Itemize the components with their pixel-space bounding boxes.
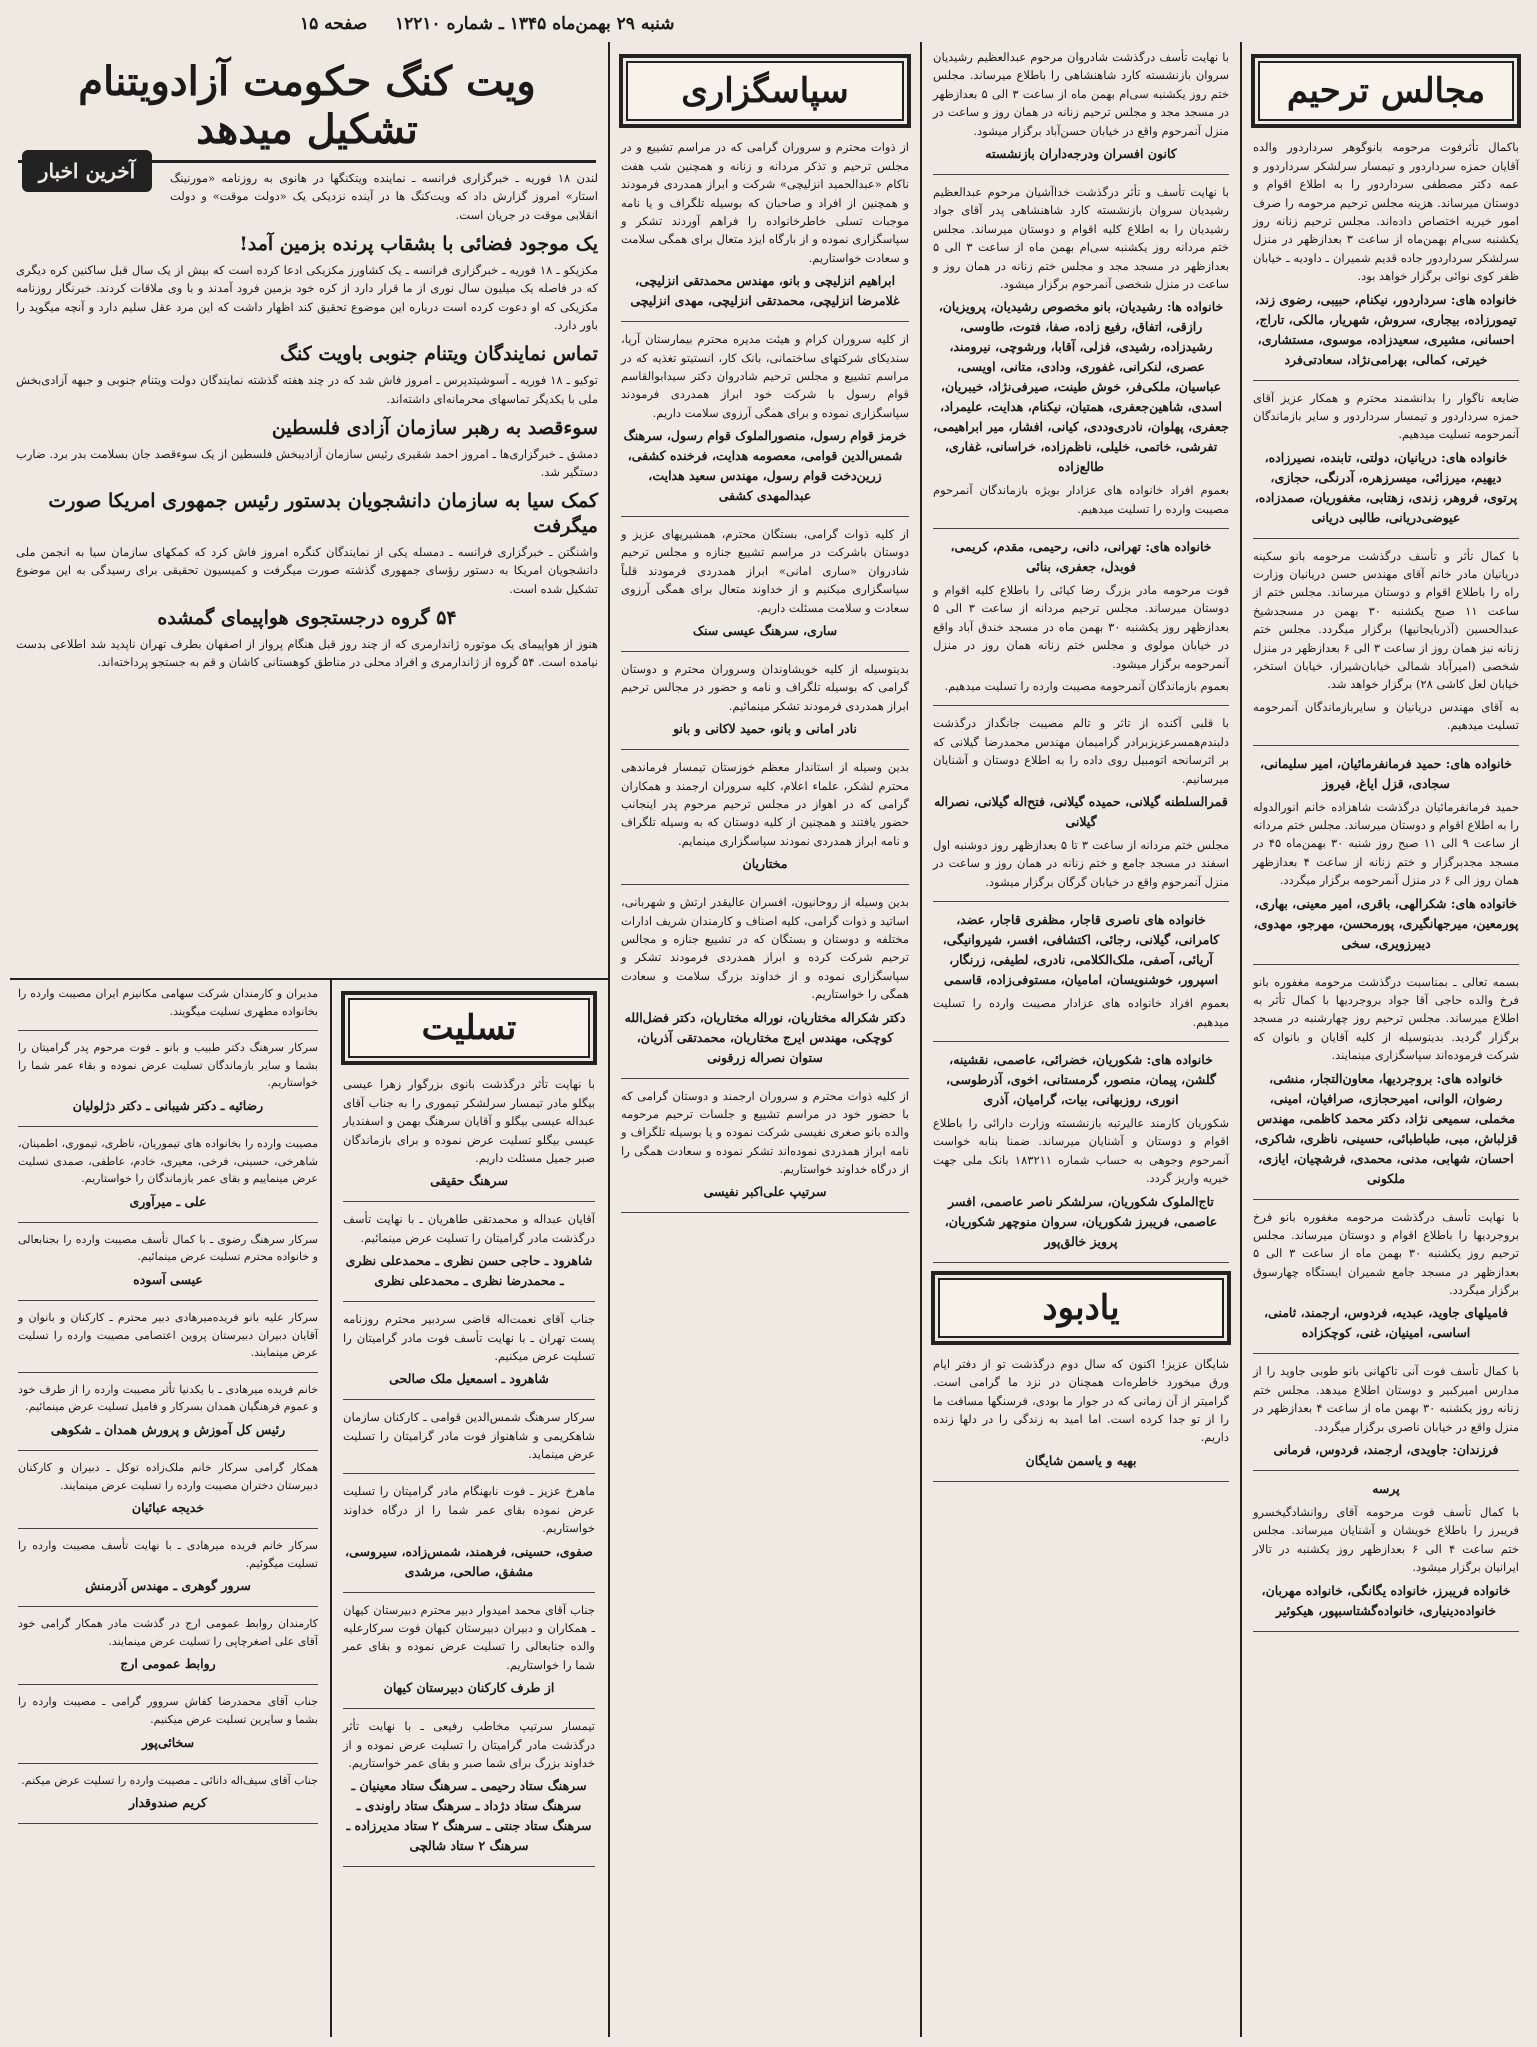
memorial-notice <box>1253 138 1519 380</box>
notice-text: حمید فرمانفرمائیان درگذشت شاهزاده خانم انورالدوله را به اطلاع اقوام و دوستان میرساند. مجلس ختم مردانه از ساعت ۹ الی ۱۱ صبح روز شنبه ۳۰ بهمن‌ماه ۴۵ در مسجد مجدبرگزار و ختم زنانه از ساعت ۴ بعدازظهر همان روز الی ۶ در منزل آنمرحومه برگزار میگردد. <box>1253 799 1520 888</box>
notice-text: با کمال تأسف فوت مرحومه آقای روانشادگیخسرو فریبرز را باطلاع خویشان و آشنایان میرساند. مجلس ختم ساعت ۴ الی ۶ بعدازظهر روز یکشنبه در تالار ایرانیان برگزار میشود. <box>1253 1505 1519 1575</box>
notice-signature: نادر امانی و بانو، حمید لاکانی و بانو <box>673 721 857 737</box>
notice-text: همکار گرامی سرکار خانم ملک‌زاده توکل ـ دبیران و کارکنان دبیرستان دختران مصیبت وارده را تسلیت عرض مینمایند. <box>18 1460 318 1492</box>
thanks-notice <box>621 330 909 517</box>
news-text: واشنگتن ـ خبرگزاری فرانسه ـ دمسله یکی از نمایندگان کنگره امروز فاش کرد که کمکهای سازمان سیا به انجمن ملی دانشجویان امریکا به دستور رؤسای جمهوری گذشته صورت میگرفت و کمیسیون تحقیقی برای رسیدگی به این موضوع تشکیل شده است. <box>16 544 598 596</box>
news-headline: کمک سیا به سازمان دانشجویان بدستور رئیس جمهوری امریکا صورت میگرفت <box>48 490 598 538</box>
memorial-notice <box>933 48 1229 175</box>
column-memorials <box>1245 48 1527 2033</box>
thanks-notice <box>621 525 909 652</box>
notice-text: با قلبی آکنده از تاثر و تالم مصیبت جانگداز درگذشت دلبندم‌همسرعزیزبرادر گرامیمان مهندس محمدرضا گیلانی که بر اثرسانحه اتومبیل روی داده را به اطلاع دوستان و آشنایان میرسانیم. <box>933 716 1229 786</box>
notice-signature: فرزندان: جاویدی، ارجمند، فردوس، فرمانی <box>1273 1442 1499 1458</box>
notice-text: بعموم افراد خانواده های عزادار مصیبت وارده را تسلیت میدهیم. <box>933 996 1229 1029</box>
column-thanks <box>613 48 917 2033</box>
notice-text: با نهایت تأسف درگذشت مرحومه مغفوره بانو فرخ بروجردیها را باطلاع اقوام و دوستان میرساند. مجلس ترحیم روز یکشنبه ۳۰ بهمن ماه از ساعت ۳ الی ۵ بعدازظهر در مسجد جامع شمیران ایستگاه چهارسوق برگزار میگردد. <box>1253 1209 1519 1298</box>
column-short-condolences <box>10 985 326 2033</box>
notice-signature: خانواده فریبرز، خانواده یگانگی، خانواده مهربان، خانواده‌دینیاری، خانواده‌گشتاسبپور، هیکوئیر <box>1261 1582 1511 1618</box>
notice-signature: تاج‌الملوک شکوریان، سرلشکر ناصر عاصمی، افسر عاصمی، فریبرز شکوریان، سروان منوچهر شکوریان، پرویز خالق‌پور <box>944 1193 1218 1249</box>
condolence-notice <box>18 1309 318 1373</box>
news-text: مکزیکو ـ ۱۸ فوریه ـ خبرگزاری فرانسه ـ یک کشاورز مکزیکی ادعا کرده است که بیش از یک سال قبل ساکنین کره دیگری که در فاصله یک میلیون سال نوری از ما قرار دارد از کره خود بزمین فرود آمدند و با وی ملاقات کردند. خبرنگار روزنامه مکزیکی که او دعوت کرده است درباره این موضوع تحقیق کند اظهار داشت که این مرد عقل سلیم دارد و آنچه میگوید را باور دارد. <box>16 262 598 333</box>
memorial-notice <box>933 183 1229 529</box>
notice-text: آقایان عبداله و محمدتقی طاهریان ـ با نهایت تأسف درگذشت مادر گرامیتان را تسلیت عرض مینمائیم. <box>343 1212 595 1245</box>
notice-signature: خانواده های: بروجردیها، معاون‌التجار، منشی، رضوان، الوانی، امیرحجازی، صرافیان، امینی، مخملی، سمیعی نژاد، دکتر محمد کاظمی، مهندس قزلباش، مبی، طباطبائی، حسینی، ناظری، شاکری، احسان، شهابی، مدنی، محمدی، فرشچیان، ایازی، ملکونی <box>1254 1070 1518 1186</box>
column-notices <box>925 48 1237 2033</box>
condolence-notice <box>18 1693 318 1763</box>
notice-signature: از طرف کارکنان دبیرستان کیهان <box>383 1680 555 1696</box>
condolence-notice <box>343 1601 595 1710</box>
memorial-notice <box>1253 389 1519 539</box>
notice-text: مجلس ختم مردانه از ساعت ۳ تا ۵ بعدازظهر روز دوشنبه اول اسفند در مسجد جامع و ختم زنانه در همان روز و ساعت در منزل آنمرحوم واقع در خیابان گرگان برگزار میشود. <box>933 837 1230 889</box>
column-condolences <box>335 985 603 2033</box>
memorial-notice <box>1253 754 1519 965</box>
notice-text: شایگان عزیز! اکنون که سال دوم درگذشت تو از دفتر ایام ورق میخورد خاطره‌ات همچنان در نزد ما گرامی است. گرامیتر از آن زمانی که در جوار ما بودی، فرسنگها مسافت ما را از تو جدا کرده است. اما امید به زندگی را در دلها زنده داریم. <box>933 1356 1229 1445</box>
condolence-notice <box>343 1075 595 1202</box>
notice-signature: خانواده های: حمید فرمانفرمائیان، امیر سلیمانی، سجادی، قزل ایاغ، فیروز <box>1260 755 1512 791</box>
notice-text: با کمال تأثر و تأسف درگذشت مرحومه بانو سکینه دریانیان مادر خانم آقای مهندس حسن دریانیان وزارت راه را باطلاع اقوام و دوستان میرساند. مجلس ختم از ساعت ۱۱ صبح یکشنبه ۳۰ بهمن در مسجدشیخ عبدالحسین (آذربایجانیها) برگزار میگردد. مجلس ختم زنانه نیز همان روز از ساعت ۳ الی ۶ بعدازظهر در منزل شخصی (امیرآباد شمالی خیابان‌شیراز، خیابان استخر، خیابان لعل کاشی ۲۸) برگزار خواهد شد. <box>1253 548 1519 692</box>
notice-signature: دکتر شکراله مختاریان، نوراله مختاریان، دکتر فضل‌الله کوچکی، مهندس ایرج مختاریان، محمدتقی آذریان، ستوان نصراله زرقونی <box>624 1009 906 1065</box>
notice-signature: صفوی، حسینی، فرهمند، شمس‌زاده، سیروسی، مشفق، صالحی، مرشدی <box>345 1543 593 1579</box>
notice-text: بدین وسیله از روحانیون، افسران عالیقدر ارتش و شهربانی، اساتید و ذوات گرامی، کلیه اصناف و کارمندان شریف ادارات مختلفه و دوستان و بستگان که در تشییع جنازه و مجالس ترحیم شرکت کرده و ابراز همدردی فرمودند تشکر و سپاسگزاری نموده و از خداوند بزرگ سلامت و سعادت همگی را خواستاریم. <box>621 895 909 1002</box>
column-divider <box>330 980 332 2037</box>
section-title-condolences: تسلیت <box>341 991 597 1065</box>
notice-text: بعموم بازماندگان آنمرحومه مصیبت وارده را تسلیت میدهیم. <box>944 679 1229 694</box>
memorial-notice <box>1253 1479 1519 1632</box>
news-text: لندن ۱۸ فوریه ـ خبرگزاری فرانسه ـ نماینده ویتکنگها در هانوی به روزنامه «مورنینگ استار» امروز گزارش داد که ویت‌کنگ ها در آینده نزدیکی یک «دولت موقت» و دولت انقلابی موقت در جریان است. <box>170 171 598 222</box>
notice-signature: سرهنگ ستاد رحیمی ـ سرهنگ ستاد معینیان ـ سرهنگ ستاد دژداد ـ سرهنگ ستاد راوندی ـ سرهنگ ستاد جنتی ـ سرهنگ ۲ ستاد مدیرزاده ـ سرهنگ ۲ ستاد شالچی <box>346 1778 592 1854</box>
notice-signature: شاهرود ـ حاجی حسن نظری ـ محمدعلی نظری ـ محمدرضا نظری ـ محمدعلی نظری <box>345 1253 593 1289</box>
column-divider <box>608 42 610 2037</box>
column-divider <box>920 42 922 2037</box>
news-headline: ۵۴ گروه درجستجوی هواپیمای گمشده <box>157 606 457 629</box>
notice-signature: ساری، سرهنگ عیسی سنک <box>692 623 838 639</box>
notice-signature: شاهرود ـ اسمعیل ملک صالحی <box>389 1371 549 1387</box>
notice-signature: بهیه و یاسمن شایگان <box>1025 1452 1137 1468</box>
memorial-notice <box>933 1050 1229 1263</box>
condolence-notice <box>343 1482 595 1592</box>
notice-signature: فامیلهای جاوید، عبدیه، فردوس، ارجمند، ثامنی، اساسی، امینیان، غنی، کوچکزاده <box>1264 1305 1508 1341</box>
memorial-notice <box>933 910 1229 1042</box>
notice-signature: خانواده ها: رشیدیان، بانو مخصوص رشیدیان، پرویزیان، رازقی، اتفاق، رفیع زاده، صفا، فتوت، طاوسی، رشیدزاده، رشیدی، فزلی، آقابا، ورشوچی، نیرومند، عصری، لنکرانی، غفوری، ودادی، متانی، اویسی، عباسیان، ملکی‌فر، خوش طینت، صیرفی‌نژاد، خیبریان، اسدی، شاهین‌جعفری، همتیان، نیکنام، هدایت، علیمراد، جعفری، پهلوان، نادری‌وددی، کیانی، افشار، میر ابراهیمی، تفرشی، خاتمی، خلیلی، ناظم‌زاده، خراسانی، غفاری، طالع‌زاده <box>933 299 1229 475</box>
notice-text: کارمندان روابط عمومی ارج در گذشت مادر همکار گرامی خود آقای علی اصغرچاپی را تسلیت عرض مینمایند. <box>18 1617 318 1648</box>
condolence-notice <box>18 1459 318 1529</box>
condolence-notice <box>18 1381 318 1451</box>
notice-text: بسمه تعالی ـ بمناسبت درگذشت مرحومه مغفوره بانو فرخ والده حاجی آقا جواد بروجردیها با کمال تأثر به اطلاع میرساند. مجلس ترحیم روز چهارشنبه در مسجد برگزار گردید. بدینوسیله از کلیه آقایان و بانوان که شرکت فرموده‌اند سپاسگزاری مینمایند. <box>1253 974 1519 1063</box>
notice-signature: خانواده های: شکرالهی، باقری، امیر معینی، بهاری، پورمعین، میرجهانگیری، پورمحسن، مهرجو، مهدوی، دیبرزویری، سخی <box>1253 895 1519 951</box>
notice-text: سرکار خانم فریده میرهادی ـ با نهایت تأسف مصیبت وارده را تسلیت میگوئیم. <box>18 1539 318 1570</box>
condolence-notice <box>343 1310 595 1400</box>
notice-text: جناب آقای سیف‌اله دانائی ـ مصیبت وارده را تسلیت عرض میکنم. <box>21 1773 318 1787</box>
news-headline: سوءقصد به رهبر سازمان آزادی فلسطین <box>271 416 598 439</box>
notice-text: جناب آقای محمدرضا کفاش سروور گرامی ـ مصیبت وارده را بشما و سایرین تسلیت عرض میکنیم. <box>18 1695 318 1727</box>
notice-text: با نهایت تأثر درگذشت بانوی بزرگوار زهرا عیسی بیگلو مادر تیمسار سرلشکر تیموری را به جناب آقای عبداله عیسی بیگلو و آقایان سرهنگ بهمن و اسفندیار عیسی بیگلو تسلیت عرض نموده و برای بازماندگان صبر جمیل مسئلت داریم. <box>343 1077 595 1165</box>
notice-signature: خانواده های: شکوریان، خضرائی، عاصمی، نقشینه، گلشن، پیمان، منصور، گرمستانی، اخوی، آذرطوسی، انوری، روزبهانی، بیات، گرامیان، آذری <box>946 1051 1216 1107</box>
section-divider <box>10 978 608 980</box>
memorial-notice <box>1253 973 1519 1200</box>
notice-text: مصیبت وارده را بخانواده های تیموریان، ناظری، تیموری، اطمینان، شاهرخی، حسینی، فرخی، معیری، خادم، عاطفی، صمدی تسلیت عرض مینماییم و بقای عمر بازماندگان را خواستاریم. <box>18 1136 318 1186</box>
news-headline: یک موجود فضائی با بشقاب پرنده بزمین آمد! <box>239 233 598 256</box>
notice-heading: پرسه <box>1372 1481 1400 1497</box>
masthead <box>0 12 1537 38</box>
notice-text: سرکار علیه بانو فریده‌میرهادی دبیر محترم ـ کارکنان و بانوان و آقایان دبیران دبیرستان پروین اعتصامی مصیبت وارده را تسلیت عرض مینمایند. <box>18 1310 318 1360</box>
thanks-notice <box>621 138 909 322</box>
notice-text: خانم فریده میرهادی ـ با یکدنیا تأثر مصیبت وارده را از طرف خود و عموم فرهنگیان همدان بسرکار و فامیل تسلیت عرض مینمائیم. <box>18 1382 318 1414</box>
notice-signature: کریم صندوقدار <box>128 1795 208 1811</box>
notice-signature: خانواده های: تهرانی، دانی، رحیمی، مقدم، کریمی، فوبدل، جعفری، بنائی <box>950 539 1212 575</box>
main-headline: ویت کنگ حکومت آزادویتنام تشکیل میدهد <box>18 58 596 163</box>
latest-news-badge: آخرین اخبار <box>22 150 152 192</box>
notice-signature: سرهنگ حقیقی <box>430 1173 508 1189</box>
notice-text: با کمال تأسف فوت آنی تاکهانی بانو طوبی جاوید را از مدارس امیرکبیر و دوستان اطلاع میدهد. مجلس ختم زنانه روز یکشنبه ۳۰ بهمن ماه از ساعت ۴ بعدازظهر در منزل واقع در خیابان ناصری برگزار میگردد. <box>1253 1364 1519 1434</box>
notice-signature: سخائی‌پور <box>141 1734 195 1750</box>
condolence-notice <box>18 1039 318 1127</box>
notice-text: ماهرخ عزیز ـ فوت نابهنگام مادر گرامیتان را تسلیت عرض نموده بقای عمر شما را از درگاه خداوند خواستاریم. <box>343 1484 595 1536</box>
column-divider <box>1240 42 1242 2037</box>
notice-text: جناب آقای محمد امیدوار دبیر محترم دبیرستان کیهان ـ همکاران و دبیران دبیرستان کیهان فوت سرکارعلیه والده جنابعالی را تسلیت عرض نموده و بقای عمر شما را خواستاریم. <box>343 1602 595 1672</box>
notice-signature: خانواده های: دریانیان، دولتی، تابنده، نصیرزاده، دیهیم، میرزائی، میسرزهره، آدرنگی، حجازی، پرتوی، فروهر، زندی، زهتابی، مغفوریان، صمدزاده، عیوضی‌دریانی، طالبی دریانی <box>1254 449 1518 525</box>
condolence-notice <box>18 1537 318 1607</box>
notice-signature: خرمز قوام رسول، منصورالملوک قوام رسول، سرهنگ شمس‌الدین قوامی، معصومه هدایت، فرخنده کشفی، زرین‌دخت قوام رسول، مهندس سعید هدایت، عبدالمهدی کشفی <box>623 428 907 504</box>
notice-signature: کانون افسران ودرجه‌داران بازنشسته <box>985 145 1177 161</box>
news-text: دمشق ـ خبرگزاری‌ها ـ امروز احمد شقیری رئیس سازمان آزادیبخش فلسطین از یک سوءقصد جان بسلامت بدر برد. ضارب دستگیر شد. <box>16 446 598 479</box>
notice-signature: سرتیپ علی‌اکبر نفیسی <box>703 1184 827 1200</box>
notice-text: باکمال تأثرفوت مرحومه بانوگوهر سرداردور والده آقایان حمزه سرداردور و تیمسار سرلشکر سرداردور و عمه دکتر مصطفی سرداردور را به اطلاع اقوام و دوستان میرساند. هزینه مجلس ترحیم مرحومه را صرف امور خیریه اختصاص داده‌اند. مجلس ترحیم زنانه روز یکشنبه سی‌ام بهمن‌ماه از ساعت ۳ بعدازظهر در منزل سرلشکر سرداردور جاده قدیم شمیران ـ داودیه ـ خیابان ظفر کوی نوائی برگزار خواهد بود. <box>1253 140 1519 284</box>
notice-text: با نهایت تأسف درگذشت شادروان مرحوم عبدالعظیم رشیدیان سروان بازنشسته کارد شاهنشاهی را باطلاع میرساند. مجلس ختم روز یکشنبه سی‌ام بهمن ماه از ساعت ۳ الی ۵ بعدازظهر در مسجد مجد و مجلس ترحیم زنانه در همان روز و ساعت در منزل آنمرحوم واقع در خیابان حسن‌آباد برگزار میشود. <box>933 50 1229 138</box>
notice-signature: علی ـ میرآوری <box>129 1193 207 1209</box>
condolence-notice <box>18 1231 318 1301</box>
thanks-notice <box>621 660 909 750</box>
notice-text: سرکار سرهنگ رضوی ـ با کمال تأسف مصیبت وارده را بجنابعالی و خانواده محترم تسلیت عرض مینمائیم. <box>18 1232 318 1264</box>
memorial-notice <box>1253 1362 1519 1471</box>
news-text: توکیو ـ ۱۸ فوریه ـ آسوشیتدپرس ـ امروز فاش شد که در چند هفته گذشته نمایندگان دولت ویتنام جنوبی و جبهه آزادی‌بخش ملی با یکدیگر تماسهای محرمانه‌ای داشته‌اند. <box>16 373 598 406</box>
notice-text: بعموم افراد خانواده های عزادار بویژه بازماندگان آنمرحوم مصیبت وارده را تسلیت میدهیم. <box>933 483 1229 516</box>
news-headline: تماس نمایندگان ویتنام جنوبی باویت کنگ <box>279 343 598 366</box>
notice-signature: مختاریان <box>742 856 788 872</box>
notice-text: به آقای مهندس دریانیان و سایربازماندگان آنمرحومه تسلیت میدهیم. <box>1253 699 1519 733</box>
condolence-notice <box>18 1135 318 1223</box>
notice-signature: رضائیه ـ دکتر شیبانی ـ دکتر دژلولیان <box>72 1097 264 1113</box>
notice-text: ضایعه ناگوار را بدانشمند محترم و همکار عزیز آقای حمزه سرداردور و تیمسار سرداردور و سایر بازماندگان آنمرحومه تسلیت میدهیم. <box>1253 390 1519 442</box>
notice-signature: ابراهیم انزلیچی و بانو، مهندس محمدتقی انزلیچی، غلامرضا انزلیچی، محمدتقی انزلیچی، مهدی انزلیچی <box>630 273 900 309</box>
notice-text: بدین وسیله از استاندار معظم خوزستان تیمسار فرماندهی محترم لشکر، علماء اعلام، کلیه سروران ارجمند و همکاران گرامی که در اهواز در مجلس ترحیم مرحوم پدر اینجانب حضور یافتند و همچنین از کلیه دوستان که به وسیله تلگراف و نامه ابراز همدردی نمودند سپاسگزاری مینمایم. <box>621 760 909 848</box>
notice-text: از کلیه ذوات گرامی، بستگان محترم، همشیریهای عزیز و دوستان باشرکت در مراسم تشییع جنازه و مجلس ترحیم شادروان «ساری امانی» ابراز همدردی فرمودند قلباً سپاسگزاری میکنیم و از خداوند متعال برای همگی آرزوی سعادت و سلامت مسئلت داریم. <box>621 527 909 615</box>
notice-signature: رئیس کل آموزش و پرورش همدان ـ شکوهی <box>50 1421 286 1437</box>
notice-text: جناب آقای نعمت‌اله قاضی سردبیر محترم روزنامه پست تهران ـ با نهایت تأسف فوت مادر گرامیتان را تسلیت عرض میکنیم. <box>343 1312 595 1363</box>
condolence-notice <box>18 985 318 1031</box>
condolence-notice <box>343 1717 595 1867</box>
condolence-notice <box>18 1772 318 1825</box>
section-title-thanks: سپاسگزاری <box>619 54 911 128</box>
notice-text: سرکار سرهنگ شمس‌الدین قوامی ـ کارکنان سازمان شاهکریمی و شاهنواز فوت مادر گرامیتان را تسلیت عرض مینماید. <box>343 1410 595 1462</box>
remembrance-notice <box>933 1355 1229 1482</box>
notice-signature: خدیجه عبائیان <box>131 1500 205 1516</box>
notice-text: فوت مرحومه مادر بزرگ رضا کیائی را باطلاع کلیه اقوام و دوستان میرساند. مجلس ترحیم مردانه از ساعت ۳ الی ۵ بعدازظهر روز یکشنبه ۳۰ بهمن ماه در مسجد خندق آباد واقع در خیابان مولوی و مجلس ختم زنانه همان روز در منزل آنمرحومه برگزار میشود. <box>933 583 1229 671</box>
notice-signature: سرور گوهری ـ مهندس آذرمنش <box>85 1578 251 1594</box>
notice-text: از ذوات محترم و سروران گرامی که در مراسم تشییع و در مجلس ترحیم و تذکر مردانه و زنانه و همچنین شب هفت ناکام «عبدالحمید انزلیچی» شرکت و ابراز همدردی فرمودند و همچنین از افراد و صاحبان که بوسیله تلگراف و یا نامه موجبات تسلی خاطرخانواده را فراهم آوردند تشکر و سپاسگزاری نموده و از بارگاه ایزد متعال برای همگی سلامت و سعادت خواستاریم. <box>621 140 909 265</box>
notice-signature: عیسی آسوده <box>133 1271 203 1287</box>
thanks-notice <box>621 758 909 885</box>
notice-text: تیمسار سرتیپ مخاطب رفیعی ـ با نهایت تأثر درگذشت مادر گرامیتان را تسلیت عرض نموده و از خداوند بزرگ برای شما صبر و بقای عمر خواستاریم. <box>343 1719 595 1770</box>
notice-signature: خانواده های: سرداردور، نیکنام، حبیبی، رضوی زند، تیمورزاده، بیجاری، سروش، شهریار، مالکی، تاراج، احسانی، مشیری، سعیدزاده، موسوی، مستشاری، خیرتی، کمالی، بهرامی‌نژاد، سعادتی‌فرد <box>1254 291 1518 367</box>
notice-text: از کلیه ذوات محترم و سروران ارجمند و دوستان گرامی که با حضور خود در مراسم تشییع و جلسات ترحیم مرحومه والده بانو صغری نفیسی شرکت نموده و یا بوسیله تلگراف و نامه ابراز همدردی نموده‌اند تشکر نموده و سعادت همگی را از درگاه خداوند خواستاریم. <box>621 1088 909 1177</box>
notice-signature: قمرالسلطنه گیلانی، حمیده گیلانی، فتح‌اله گیلانی، نصراله گیلانی <box>934 793 1228 829</box>
notice-text: بدینوسیله از کلیه خویشاوندان وسروران محترم و دوستان گرامی که بوسیله تلگراف و نامه و حضور در مجالس ترحیم ابراز همدردی فرمودند تشکر مینمائیم. <box>621 662 909 713</box>
condolence-notice <box>18 1615 318 1685</box>
condolence-notice <box>343 1210 595 1302</box>
notice-text: شکوریان کارمند عالیرتبه بازنشسته وزارت دارائی را باطلاع اقوام و دوستان و آشنایان میرساند. ضمنا بنابه خواست آنمرحوم وجوهی به حساب شماره ۱۸۳۲۱۱ بانک ملی جهت خیریه واریز گردد. <box>933 1115 1229 1186</box>
thanks-notice <box>621 1087 909 1214</box>
notice-text: با نهایت تأسف و تأثر درگذشت خدا‌آشیان مرحوم عبدالعظیم رشیدیان سروان بازنشسته کارد شاهنشاهی پدر آقای جواد رشیدیان را به اطلاع کلیه اقوام و دوستان میرساند. مجلس ختم مردانه روز یکشنبه سی‌ام بهمن ماه از ساعت ۳ الی ۵ بعدازظهر در مسجد مجد و مجلس ختم زنانه در همان روز و ساعت در منزل شخصی آنمرحوم برگزار میشود. <box>933 184 1229 291</box>
notice-signature: روابط عمومی ارج <box>120 1656 216 1672</box>
memorial-notice <box>933 714 1229 902</box>
thanks-notice <box>621 893 909 1078</box>
memorial-notice <box>933 537 1229 706</box>
page-number: صفحه ۱۵ <box>300 14 368 34</box>
condolence-notice <box>343 1408 595 1474</box>
memorial-notice <box>1253 547 1519 746</box>
notice-text: مدیران و کارمندان شرکت سهامی مکانیزم ایران مصیبت وارده را بخانواده مطهری تسلیت میگویند. <box>18 987 318 1018</box>
memorial-notice <box>1253 1208 1519 1355</box>
section-title-memorials: مجالس ترحیم <box>1251 54 1521 128</box>
news-text: هنوز از هواپیمای یک موتوره ژاندارمری که از چند روز قبل هنگام پرواز از اصفهان بطرف تهران ناپدید شد اطلاعی بدست نیامده است. ۵۴ گروه از ژاندارمری و افراد محلی در مناطق کوهستانی کاشان و قم به جستجو پرداخته‌اند. <box>16 636 598 669</box>
notice-signature: خانواده های ناصری قاجار، مظفری قاجار، عضد، کامرانی، گیلانی، رجائی، اکتشافی، افسر، شیروانیگی، آریائی، آصفی، ملک‌الکلامی، نادری، لطیفی، زرنگار، اسپرور، خوشنویسان، امامیان، مستوفی‌زاده، قاسمی <box>942 912 1220 988</box>
issue-date: شنبه ۲۹ بهمن‌ماه ۱۳۴۵ ـ شماره ۱۲۲۱۰ <box>395 14 675 34</box>
notice-text: سرکار سرهنگ دکتر طبیب و بانو ـ فوت مرحوم پدر گرامیتان را بشما و سایر بازماندگان تسلیت عرض نموده و بقاء عمر شما را خواستاریم. <box>18 1041 318 1090</box>
section-title-remembrance: یادبود <box>931 1271 1231 1345</box>
notice-text: از کلیه سروران کرام و هیئت مدیره محترم بیمارستان آریا، سندیکای شرکتهای ساختمانی، بانک کار، انستیتو تغذیه که در مراسم تشییع و مجلس ترحیم شادروان دکتر سیدابوالقاسم قوام رسول با شرکت خود ابراز همدردی فرمودند سپاسگزاری نموده و برای همگی آرزوی سلامت داریم. <box>621 332 909 420</box>
